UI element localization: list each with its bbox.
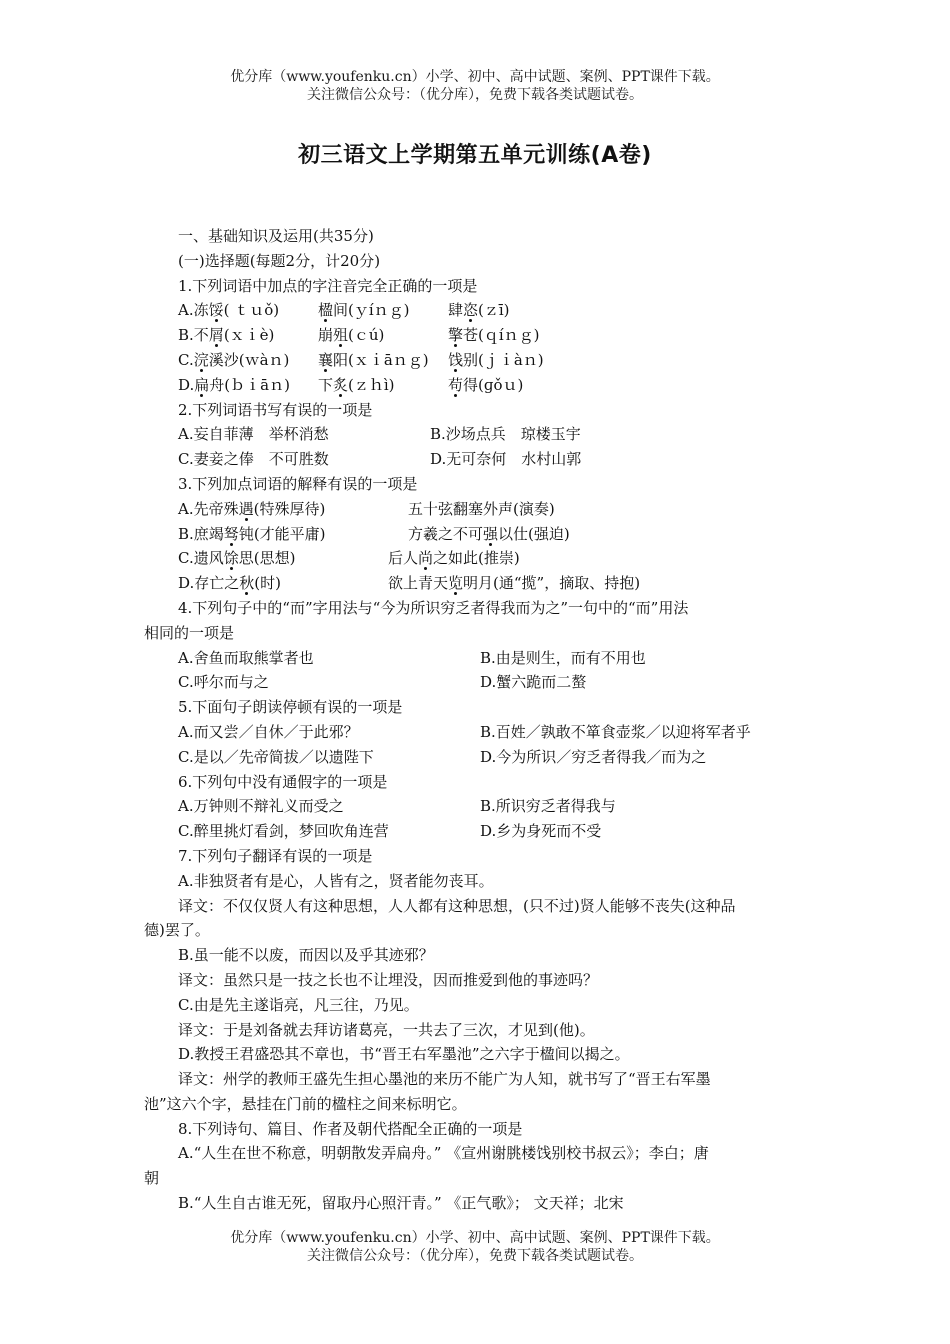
q7-option-d-translation-continued: 池”这六个字，悬挂在门前的楹柱之间来标明它。 <box>144 1094 467 1113</box>
q6-option-d: D.乡为身死而不受 <box>480 822 602 841</box>
q4-option-b: B.由是则生，而有不用也 <box>480 648 646 667</box>
section-heading: 一、基础知识及运用(共35分) <box>178 227 374 245</box>
q2-option-c: C.妻妾之俸 不可胜数 <box>178 450 329 469</box>
q1-option-b: B.不屑(ｘｉè) 崩殂(ｃú) 擎苍(ｑíｎｇ) <box>178 326 540 345</box>
q4-stem: 4.下列句子中的“而”字用法与“今为所识穷乏者得我而为之”一句中的“而”用法 <box>178 598 689 617</box>
q7-option-b: B.虽一能不以废，而因以及乎其迹邪？ <box>178 946 434 965</box>
q6-option-b: B.所识穷乏者得我与 <box>480 797 616 816</box>
q6-options-cd <box>144 819 806 844</box>
page-header <box>0 68 950 104</box>
footer-line-1: 优分库（www.youfenku.cn）小学、初中、高中试题、案例、PPT课件下载。 <box>230 1230 720 1246</box>
q4-stem-continued: 相同的一项是 <box>144 623 235 642</box>
section-subheading: (一)选择题(每题2分，计20分) <box>178 251 381 270</box>
q1-option-d: D.扁舟(ｂｉāｎ) 下炙(ｚｈì) 苟得(ɡǒｕ) <box>178 375 524 394</box>
q2-option-d: D.无可奈何 水村山郭 <box>430 450 582 469</box>
q5-option-a: A.而又尝／自休／于此邪？ <box>178 722 359 741</box>
q3-option-c: C.遗风馀思(思想) 后人尚之如此(推崇) <box>178 549 520 568</box>
header-line-2: 关注微信公众号：（优分库），免费下载各类试题试卷。 <box>307 87 643 103</box>
q5-option-c: C.是以／先帝简拔／以遗陛下 <box>178 747 374 766</box>
q5-options-ab <box>144 720 806 745</box>
q6-option-c: C.醉里挑灯看剑，梦回吹角连营 <box>178 822 389 841</box>
q8-option-b: B.“人生自古谁无死，留取丹心照汗青。” 《正气歌》； 文天祥；北宋 <box>178 1194 624 1213</box>
q1-option-a: A.冻馁( ｔｕǒ) 楹间(ｙíｎｇ) 肆恣(ｚī) <box>178 301 510 320</box>
q5-option-b: B.百姓／孰敢不箪食壶浆／以迎将军者乎 <box>480 722 751 741</box>
q2-options-cd <box>144 447 806 472</box>
q6-option-a: A.万钟则不辩礼义而受之 <box>178 797 344 816</box>
q3-stem: 3.下列加点词语的解释有误的一项是 <box>178 474 418 493</box>
q7-option-a-translation-continued: 德)罢了。 <box>144 921 210 940</box>
q3-option-b: B.庶竭驽钝(才能平庸) 方羲之不可强以仕(强迫) <box>178 524 570 543</box>
page-title: 初三语文上学期第五单元训练(A卷) <box>298 143 652 168</box>
q2-stem: 2.下列词语书写有误的一项是 <box>178 400 373 419</box>
q4-options-ab <box>144 646 806 671</box>
q7-option-a-translation: 译文：不仅仅贤人有这种思想，人人都有这种思想，(只不过)贤人能够不丧失(这种品 <box>178 896 736 915</box>
page-footer <box>0 1229 950 1265</box>
q2-option-a: A.妄自菲薄 举杯消愁 <box>178 425 329 444</box>
q1-stem: 1.下列词语中加点的字注音完全正确的一项是 <box>178 276 478 295</box>
q5-stem: 5.下面句子朗读停顿有误的一项是 <box>178 698 403 717</box>
q4-option-a: A.舍鱼而取熊掌者也 <box>178 648 314 667</box>
q6-stem: 6.下列句中没有通假字的一项是 <box>178 772 388 791</box>
q5-options-cd <box>144 745 806 770</box>
document-body <box>144 224 806 1216</box>
q4-option-c: C.呼尔而与之 <box>178 673 269 692</box>
q2-options-ab <box>144 422 806 447</box>
q2-option-b: B.沙场点兵 琼楼玉宇 <box>430 425 581 444</box>
q7-option-b-translation: 译文：虽然只是一技之长也不让埋没，因而推爱到他的事迹吗？ <box>178 970 599 989</box>
q1-option-c: C.浣溪沙(ｗàｎ) 襄阳(ｘｉāｎｇ) 饯别(ｊｉàｎ) <box>178 350 544 369</box>
q3-option-d: D.存亡之秋(时) 欲上青天览明月(通“揽”，摘取、持抱) <box>178 574 641 593</box>
q8-stem: 8.下列诗句、篇目、作者及朝代搭配全正确的一项是 <box>178 1119 523 1138</box>
header-line-1: 优分库（www.youfenku.cn）小学、初中、高中试题、案例、PPT课件下载。 <box>230 69 720 85</box>
q7-option-d-translation: 译文：州学的教师王盛先生担心墨池的来历不能广为人知，就书写了“晋王右军墨 <box>178 1070 711 1089</box>
q7-option-a: A.非独贤者有是心，人皆有之，贤者能勿丧耳。 <box>178 871 494 890</box>
q5-option-d: D.今为所识／穷乏者得我／而为之 <box>480 747 707 766</box>
q8-option-a: A.“人生在世不称意，明朝散发弄扁舟。” 《宣州谢朓楼饯别校书叔云》；李白；唐 <box>178 1144 709 1163</box>
q4-option-d: D.蟹六跪而二螯 <box>480 673 587 692</box>
footer-line-2: 关注微信公众号：（优分库），免费下载各类试题试卷。 <box>307 1248 643 1264</box>
q4-options-cd <box>144 670 806 695</box>
q7-option-d: D.教授王君盛恐其不章也，书“晋王右军墨池”之六字于楹间以揭之。 <box>178 1045 630 1064</box>
q8-option-a-continued: 朝 <box>144 1169 160 1188</box>
q6-options-ab <box>144 794 806 819</box>
q7-option-c-translation: 译文：于是刘备就去拜访诸葛亮，一共去了三次，才见到(他)。 <box>178 1020 595 1039</box>
q7-option-c: C.由是先主遂诣亮，凡三往，乃见。 <box>178 995 419 1014</box>
q3-option-a: A.先帝殊遇(特殊厚待) 五十弦翻塞外声(演奏) <box>178 499 555 518</box>
q7-stem: 7.下列句子翻译有误的一项是 <box>178 846 373 865</box>
